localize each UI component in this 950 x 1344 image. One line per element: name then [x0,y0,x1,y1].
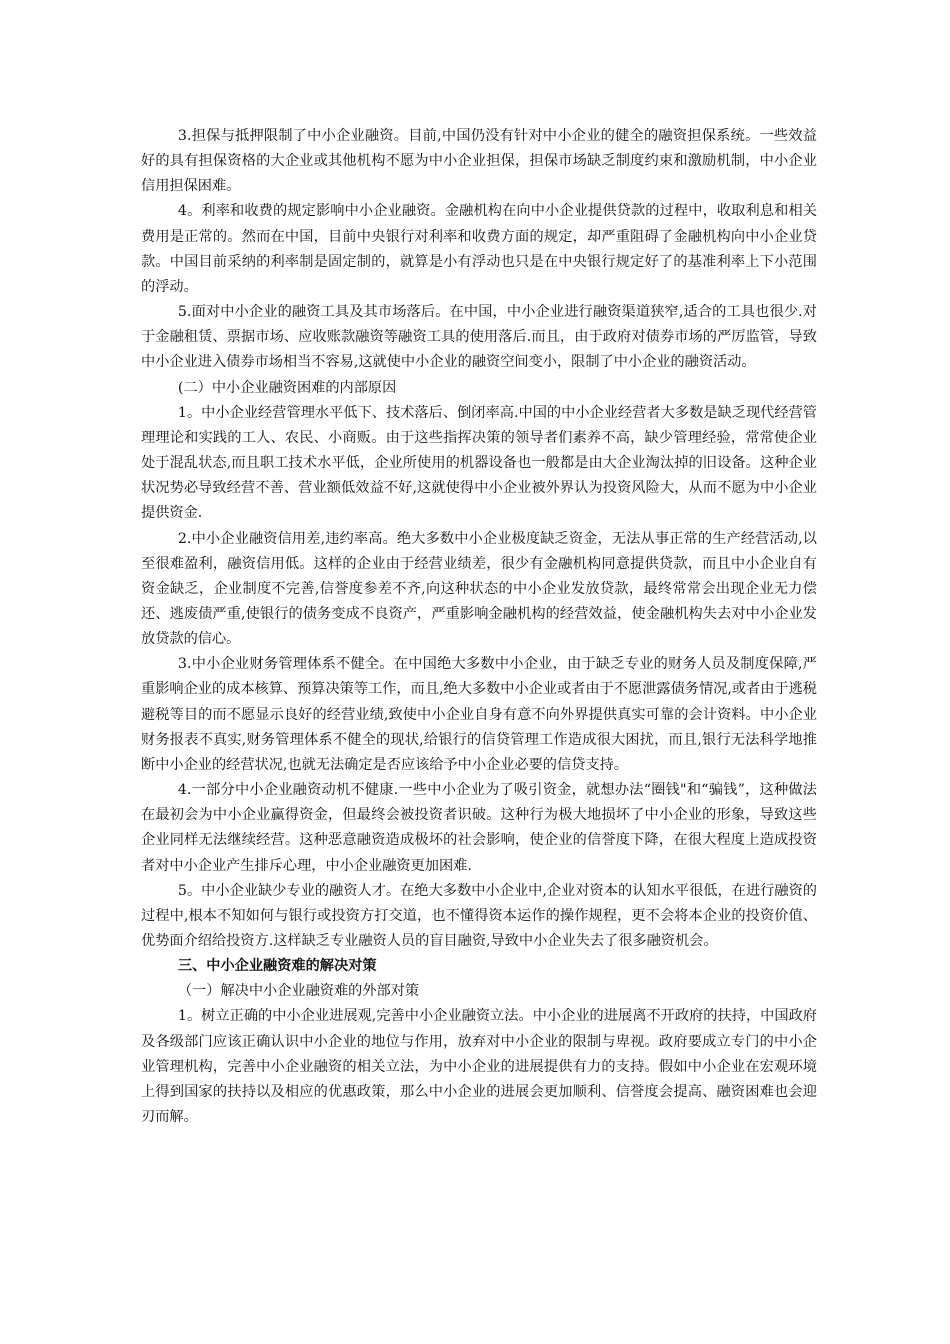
document-body [141,124,817,1130]
paragraph-financial-management: 3.中小企业财务管理体系不健全。在中国绝大多数中小企业，由于缺乏专业的财务人员及制度保障,严重影响企业的成本核算、预算决策等工作，而且,绝大多数中小企业或者由于不愿泄露债务情况,或者由于逃税避税等目的而不愿显示良好的经营业绩,致使中小企业自身有意不向外界提供真实可靠的会计资料。中小企业财务报表不真实,财务管理体系不健全的现状,给银行的信贷管理工作造成很大困扰，而且,银行无法科学地推断中小企业的经营状况,也就无法确定是否应该给予中小企业必要的信贷支持。 [141,656,817,773]
paragraph-management-level: 1。中小企业经营管理水平低下、技术落后、倒闭率高.中国的中小企业经营者大多数是缺乏现代经营管理理论和实践的工人、农民、小商贩。由于这些指挥决策的领导者们素养不高，缺少管理经验，常常使企业处于混乱状态,而且职工技术水平低，企业所使用的机器设备也一般都是由大企业淘汰掉的旧设备。这种企业状况势必导致经营不善、营业额低效益不好,这就使得中小企业被外界认为投资风险大，从而不愿为中小企业提供资金. [141,404,817,522]
paragraph-guarantee-restriction: 3.担保与抵押限制了中小企业融资。目前,中国仍没有针对中小企业的健全的融资担保系统。一些效益好的具有担保资格的大企业或其他机构不愿为中小企业担保，担保市场缺乏制度约束和激励机制，中小企业信用担保困难。 [141,128,817,195]
section-heading-solutions: 三、中小企业融资难的解决对策 [177,958,377,975]
section-heading-external-measures: （一）解决中小企业融资难的外部对策 [177,983,420,1000]
section-heading-internal-causes: (二）中小企业融资困难的内部原因 [177,379,397,396]
paragraph-financing-tools: 5.面对中小企业的融资工具及其市场落后。在中国，中小企业进行融资渠道狭窄,适合的工具也很少.对于金融租赁、票据市场、应收账款融资等融资工具的使用落后.而且，由于政府对债券市场的严厉监管，导致中小企业进入债券市场相当不容易,这就使中小企业的融资空间变小，限制了中小企业的融资活动。 [141,304,817,371]
paragraph-financing-talent: 5。中小企业缺少专业的融资人才。在绝大多数中小企业中,企业对资本的认知水平很低，在进行融资的过程中,根本不知如何与银行或投资方打交道，也不懂得资本运作的操作规程，更不会将本企业的投资价值、优势面介绍给投资方.这样缺乏专业融资人员的盲目融资,导致中小企业失去了很多融资机会。 [141,882,817,949]
paragraph-credit-default: 2.中小企业融资信用差,违约率高。绝大多数中小企业极度缺乏资金，无法从事正常的生产经营活动,以至很难盈利，融资信用低。这样的企业由于经营业绩差，很少有金融机构同意提供贷款，而且中小企业自有资金缺乏，企业制度不完善,信誉度参差不齐,向这种状态的中小企业发放贷款，最终常常会出现企业无力偿还、逃废债严重,使银行的债务变成不良资产，严重影响金融机构的经营效益，使金融机构失去对中小企业发放贷款的信心。 [141,530,817,648]
paragraph-development-view: 1。树立正确的中小企业进展观,完善中小企业融资立法。中小企业的进展离不开政府的扶持，中国政府及各级部门应该正确认识中小企业的地位与作用，放弃对中小企业的限制与卑视。政府要成立专门的中小企业管理机构，完善中小企业融资的相关立法，为中小企业的进展提供有力的支持。假如中小企业在宏观环境上得到国家的扶持以及相应的优惠政策，那么中小企业的进展会更加顺利、信誉度会提高、融资困难也会迎刃而解。 [141,1008,817,1126]
paragraph-financing-motive: 4.一部分中小企业融资动机不健康.一些中小企业为了吸引资金，就想办法“圈钱"和“骗钱”，这种做法在最初会为中小企业赢得资金，但最终会被投资者识破。这种行为极大地损坏了中小企业的形象，导致这些企业同样无法继续经营。这种恶意融资造成极坏的社会影响，使企业的信誉度下降，在很大程度上造成投资者对中小企业产生排斥心理，中小企业融资更加困难. [141,782,817,874]
paragraph-interest-rate-rules: 4。利率和收费的规定影响中小企业融资。金融机构在向中小企业提供贷款的过程中，收取利息和相关费用是正常的。然而在中国，目前中央银行对利率和收费方面的规定，却严重阻碍了金融机构向中小企业贷款。中国目前采纳的利率制是固定制的，就算是小有浮动也只是在中央银行规定好了的基准利率上下小范围的浮动。 [141,203,817,295]
